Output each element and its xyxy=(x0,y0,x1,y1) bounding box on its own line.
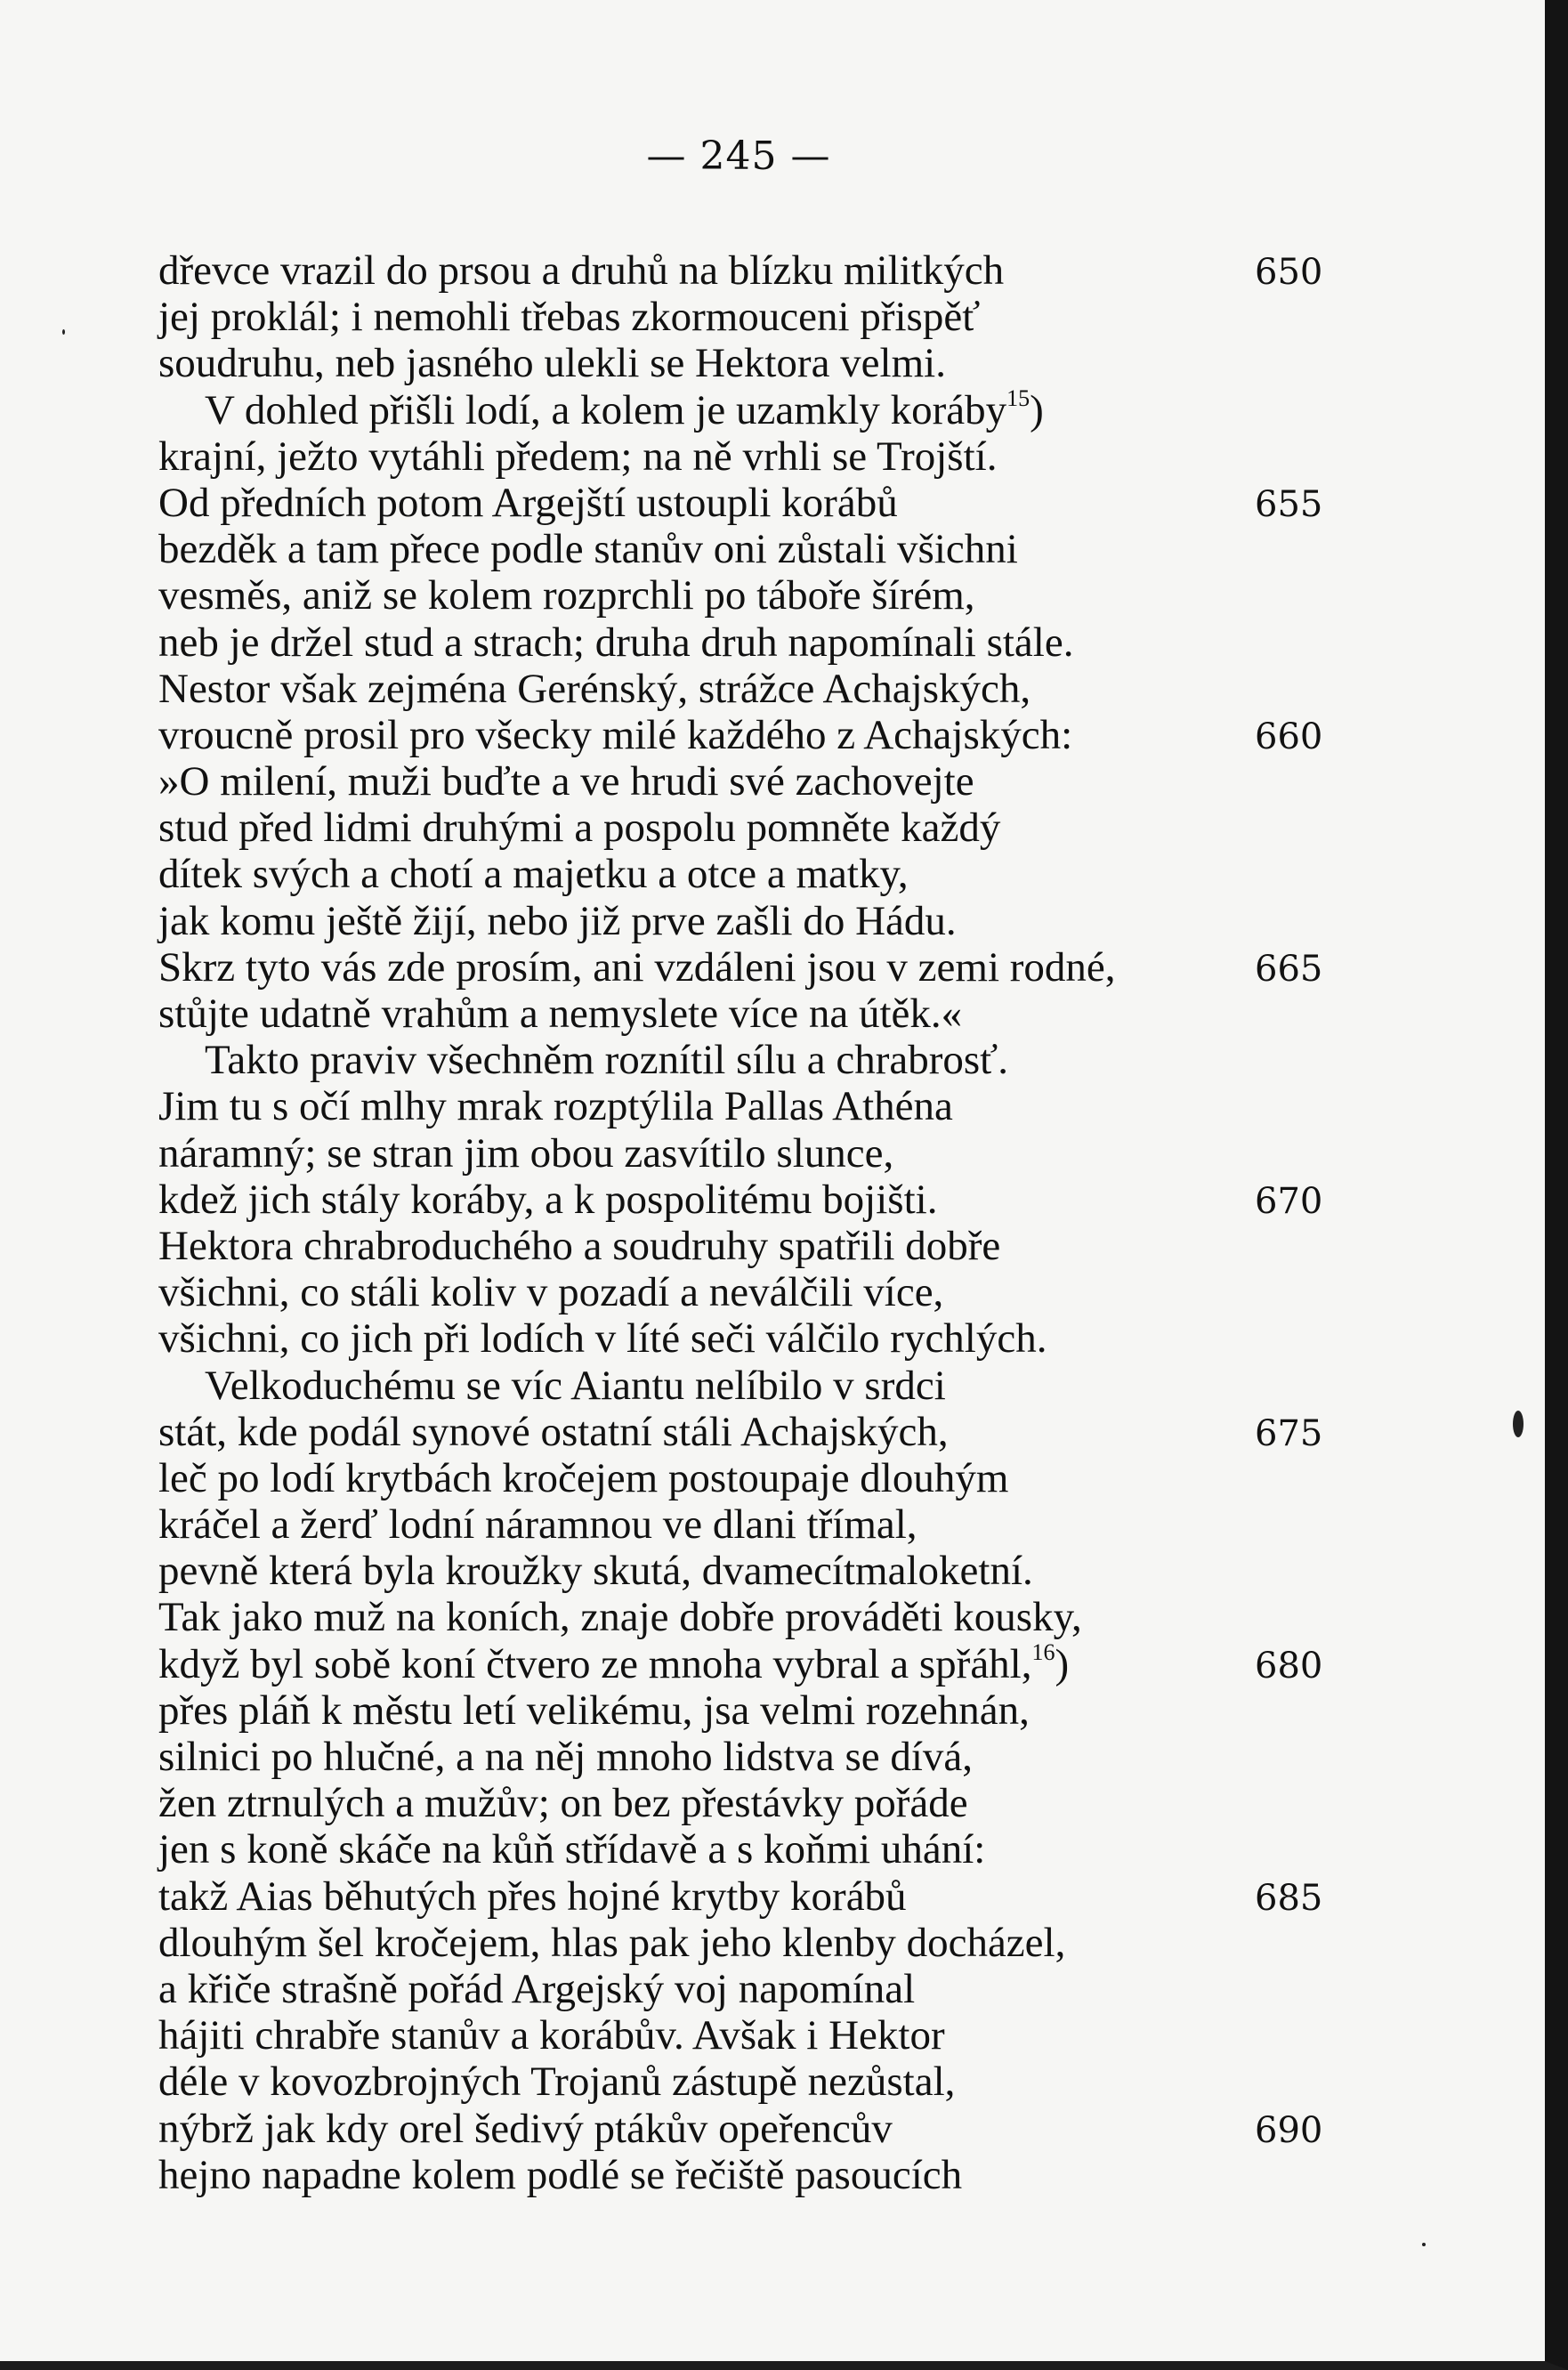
verse-text: Hektora chrabroduchého a soudruhy spatřili dobře xyxy=(158,1222,1001,1269)
verse-text: déle v kovozbrojných Trojanů zástupě nezůstal, xyxy=(158,2059,956,2106)
verse-text: takž Aias běhutých přes hojné krytby korábů xyxy=(158,1873,907,1920)
line-number: 675 xyxy=(1255,1412,1323,1454)
footnote-marker: 16 xyxy=(1031,1638,1055,1665)
footnote-paren: ) xyxy=(1030,386,1044,433)
verse-line xyxy=(158,1687,1333,1734)
verse-line xyxy=(158,1223,1333,1269)
page-number: — 245 — xyxy=(646,133,831,179)
verse-line xyxy=(158,1594,1333,1640)
verse-text: náramný; se stran jim obou zasvítilo slunce, xyxy=(158,1129,894,1177)
verse-text: pevně která byla kroužky skutá, dvamecítmaloketní. xyxy=(158,1548,1033,1595)
verse-line xyxy=(158,666,1333,712)
verse-line xyxy=(158,2106,1333,2152)
verse-text: přes pláň k městu letí velikému, jsa velmi rozehnán, xyxy=(158,1687,1030,1734)
verse-line xyxy=(158,433,1333,480)
verse-text: Velkoduchému se víc Aiantu nelíbilo v srdci xyxy=(205,1362,946,1409)
verse-line xyxy=(158,1826,1333,1873)
verse-text: vroucně prosil pro všecky milé každého z Achajských: xyxy=(158,711,1073,758)
verse-text: hejno napadne kolem podlé se řečiště pasoucích xyxy=(158,2151,963,2198)
verse-line xyxy=(158,944,1333,991)
line-number: 660 xyxy=(1255,716,1323,757)
verse-line xyxy=(158,898,1333,944)
verse-text: dřevce vrazil do prsou a druhů na blízku militkých xyxy=(158,247,1005,294)
verse-line xyxy=(158,2012,1333,2059)
line-number: 690 xyxy=(1255,2109,1323,2151)
verse-line xyxy=(158,384,1333,433)
line-number: 680 xyxy=(1255,1645,1323,1687)
verse-line xyxy=(158,480,1333,526)
line-number: 665 xyxy=(1255,948,1323,990)
verse-line xyxy=(158,1177,1333,1223)
verse-line xyxy=(158,851,1333,897)
verse-text: jak komu ještě žijí, nebo již prve zašli do Hádu. xyxy=(158,897,957,944)
verse-text: stůjte udatně vrahům a nemyslete více na útěk.« xyxy=(158,991,963,1037)
verse-line xyxy=(158,526,1333,572)
verse-text: »O milení, muži buďte a ve hrudi své zachovejte xyxy=(158,758,974,805)
verse-text: neb je držel stud a strach; druha druh napomínali stále. xyxy=(158,619,1074,666)
verse-text: stát, kde podál synové ostatní stáli Achajských, xyxy=(158,1408,949,1455)
verse-text: a křiče strašně pořád Argejský voj napomínal xyxy=(158,1965,916,2012)
verse-line xyxy=(158,1548,1333,1594)
line-number: 650 xyxy=(1255,252,1323,293)
line-number: 685 xyxy=(1255,1877,1323,1919)
verse-text: leč po lodí krytbách kročejem postoupaje dlouhým xyxy=(158,1454,1009,1501)
verse-line xyxy=(158,991,1333,1037)
verse-text: kdež jich stály koráby, a k pospolitému bojišti. xyxy=(158,1176,938,1223)
verse-text: dlouhým šel kročejem, hlas pak jeho klenby docházel, xyxy=(158,1919,1066,1966)
verse-line xyxy=(158,1363,1333,1409)
verse-line xyxy=(158,1780,1333,1826)
verse-text: jej proklál; i nemohli třebas zkormouceni přispěť xyxy=(158,294,981,341)
verse-text: V dohled přišli lodí, a kolem je uzamkly koráby xyxy=(205,386,1007,433)
verse-line xyxy=(158,1920,1333,1966)
verse-text: žen ztrnulých a mužův; on bez přestávky pořáde xyxy=(158,1780,968,1827)
verse-line xyxy=(158,572,1333,619)
verse-line xyxy=(158,2152,1333,2198)
verse-text: stud před lidmi druhými a pospolu pomněte každý xyxy=(158,805,1001,852)
poem-text xyxy=(158,247,1333,2198)
verse-text: hájiti chrabře stanův a korábův. Avšak i Hektor xyxy=(158,2012,945,2059)
verse-line xyxy=(158,805,1333,851)
verse-line xyxy=(158,247,1333,294)
verse-line xyxy=(158,1083,1333,1129)
verse-line xyxy=(158,1873,1333,1920)
footnote-marker: 15 xyxy=(1006,384,1031,411)
verse-line xyxy=(158,1734,1333,1780)
verse-text: bezděk a tam přece podle stanův oni zůstali všichni xyxy=(158,526,1018,573)
verse-line xyxy=(158,1130,1333,1177)
scan-speck xyxy=(1513,1411,1524,1437)
verse-text: když byl sobě koní čtvero ze mnoha vybral a spřáhl, xyxy=(158,1640,1032,1687)
verse-line xyxy=(158,1455,1333,1501)
verse-text: dítek svých a chotí a majetku a otce a matky, xyxy=(158,851,909,898)
verse-text: nýbrž jak kdy orel šedivý ptákův opeřencův xyxy=(158,2105,893,2152)
verse-line xyxy=(158,619,1333,666)
verse-line xyxy=(158,1501,1333,1548)
verse-text: vesměs, aniž se kolem rozprchli po táboře šírém, xyxy=(158,572,975,619)
verse-text: soudruhu, neb jasného ulekli se Hektora velmi. xyxy=(158,340,946,387)
verse-text: jen s koně skáče na kůň střídavě a s koňmi uhání: xyxy=(158,1826,986,1873)
verse-line xyxy=(158,1638,1333,1687)
verse-text: všichni, co stáli koliv v pozadí a neválčili více, xyxy=(158,1269,944,1316)
verse-line xyxy=(158,1269,1333,1315)
verse-text: kráčel a žerď lodní náramnou ve dlani třímal, xyxy=(158,1501,917,1549)
verse-text: Jim tu s očí mlhy mrak rozptýlila Pallas Athéna xyxy=(158,1083,953,1130)
verse-line xyxy=(158,2059,1333,2105)
verse-line xyxy=(158,1409,1333,1455)
verse-line xyxy=(158,1315,1333,1362)
line-number: 670 xyxy=(1255,1180,1323,1222)
verse-text: Nestor však zejména Gerénský, strážce Achajských, xyxy=(158,665,1031,712)
verse-line xyxy=(158,294,1333,340)
verse-text: Skrz tyto vás zde prosím, ani vzdáleni jsou v zemi rodné, xyxy=(158,943,1116,991)
line-number: 655 xyxy=(1255,483,1323,525)
verse-text: všichni, co jich při lodích v líté seči válčilo rychlých. xyxy=(158,1315,1047,1363)
verse-text: Takto praviv všechněm roznítil sílu a chrabrosť. xyxy=(205,1037,1009,1084)
verse-line xyxy=(158,1966,1333,2012)
verse-text: Tak jako muž na koních, znaje dobře prováděti kousky, xyxy=(158,1594,1082,1641)
verse-line xyxy=(158,758,1333,805)
footnote-paren: ) xyxy=(1055,1640,1070,1687)
verse-text: krajní, ježto vytáhli předem; na ně vrhli se Trojští. xyxy=(158,433,998,480)
verse-text: silnici po hlučné, a na něj mnoho lidstva se dívá, xyxy=(158,1734,974,1780)
verse-text: Od předních potom Argejští ustoupli korábů xyxy=(158,479,898,526)
scan-speck xyxy=(1422,2243,1426,2246)
verse-line xyxy=(158,340,1333,386)
verse-line xyxy=(158,712,1333,758)
scan-speck xyxy=(62,329,65,335)
verse-line xyxy=(158,1037,1333,1083)
